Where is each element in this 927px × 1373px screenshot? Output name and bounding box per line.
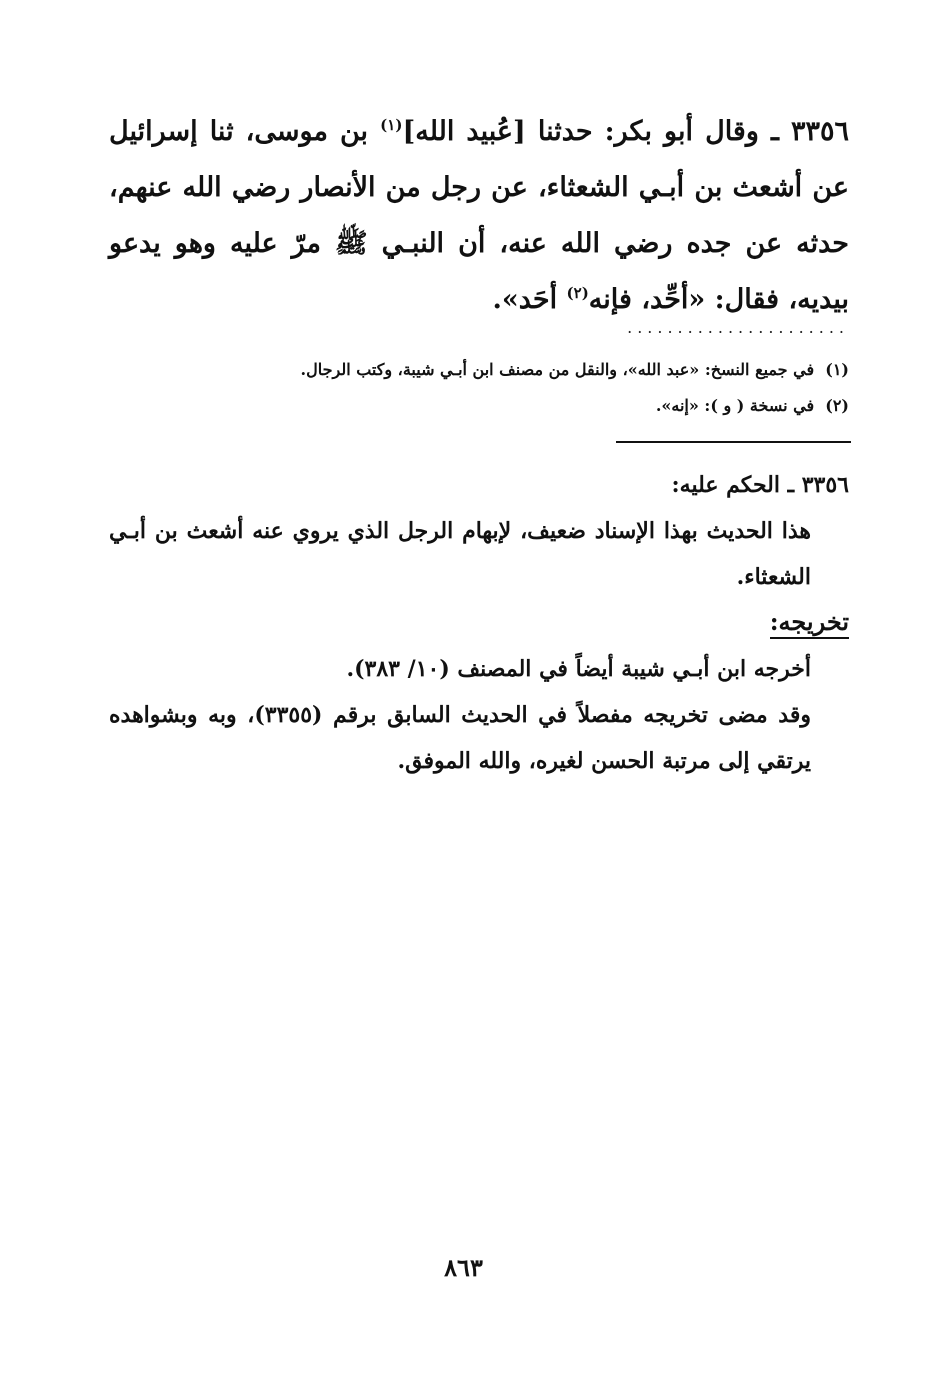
takhrij-heading: تخريجه: — [770, 607, 849, 639]
page-number: ٨٦٣ — [444, 1253, 483, 1282]
footnote-marker-1: (١) — [380, 116, 403, 134]
section-divider — [616, 441, 851, 443]
ruling-heading: ٣٣٥٦ ـ الحكم عليه: — [671, 472, 849, 498]
hadith-text-part2: بن موسى، ثنا إسرائيل عن أشعث بن أبـي الشعثاء، عن رجل من الأنصار رضي الله عنهم، حدثه عن جده رضي الله عنه، أن النبـي ﷺ مرّ عليه وهو يدعو بيديه، فقال: «أحِّد، فإنه — [109, 116, 849, 315]
footnote-marker-2: (٢) — [566, 284, 589, 302]
takhrij-line-1: أخرجه ابن أبـي شيبة أيضاً في المصنف (١٠/ ٣٨٣). — [346, 656, 811, 682]
footnote-2-text: في نسخة ( و ): «إنه». — [655, 396, 815, 415]
hadith-text-part1: وقال أبو بكر: حدثنا [عُبيد الله] — [402, 116, 759, 147]
hadith-number: ٣٣٥٦ — [790, 116, 849, 147]
footnote-1-text: في جميع النسخ: «عبد الله»، والنقل من مصنف ابن أبـي شيبة، وكتب الرجال. — [300, 360, 815, 379]
footnote-2-mark: (٢) — [825, 396, 849, 415]
hadith-text — [109, 104, 849, 328]
footnote-separator-dots: ...................... — [627, 318, 849, 337]
hadith-paragraph — [109, 104, 849, 328]
footnote-1-mark: (١) — [825, 360, 849, 379]
footnote-1 — [109, 352, 849, 388]
takhrij-line-2: وقد مضى تخريجه مفصلاً في الحديث السابق برقم (٣٣٥٥)، وبه وبشواهده يرتقي إلى مرتبة الحسن لغيره، والله الموفق. — [109, 702, 811, 774]
dash: ـ — [770, 116, 779, 147]
ruling-section — [109, 462, 849, 784]
ruling-paragraph: هذا الحديث بهذا الإسناد ضعيف، لإبهام الرجل الذي يروي عنه أشعث بن أبـي الشعثاء. — [109, 518, 811, 590]
footnote-2 — [109, 388, 849, 424]
hadith-text-part3: أحَد». — [492, 284, 567, 315]
footnotes — [109, 352, 849, 424]
